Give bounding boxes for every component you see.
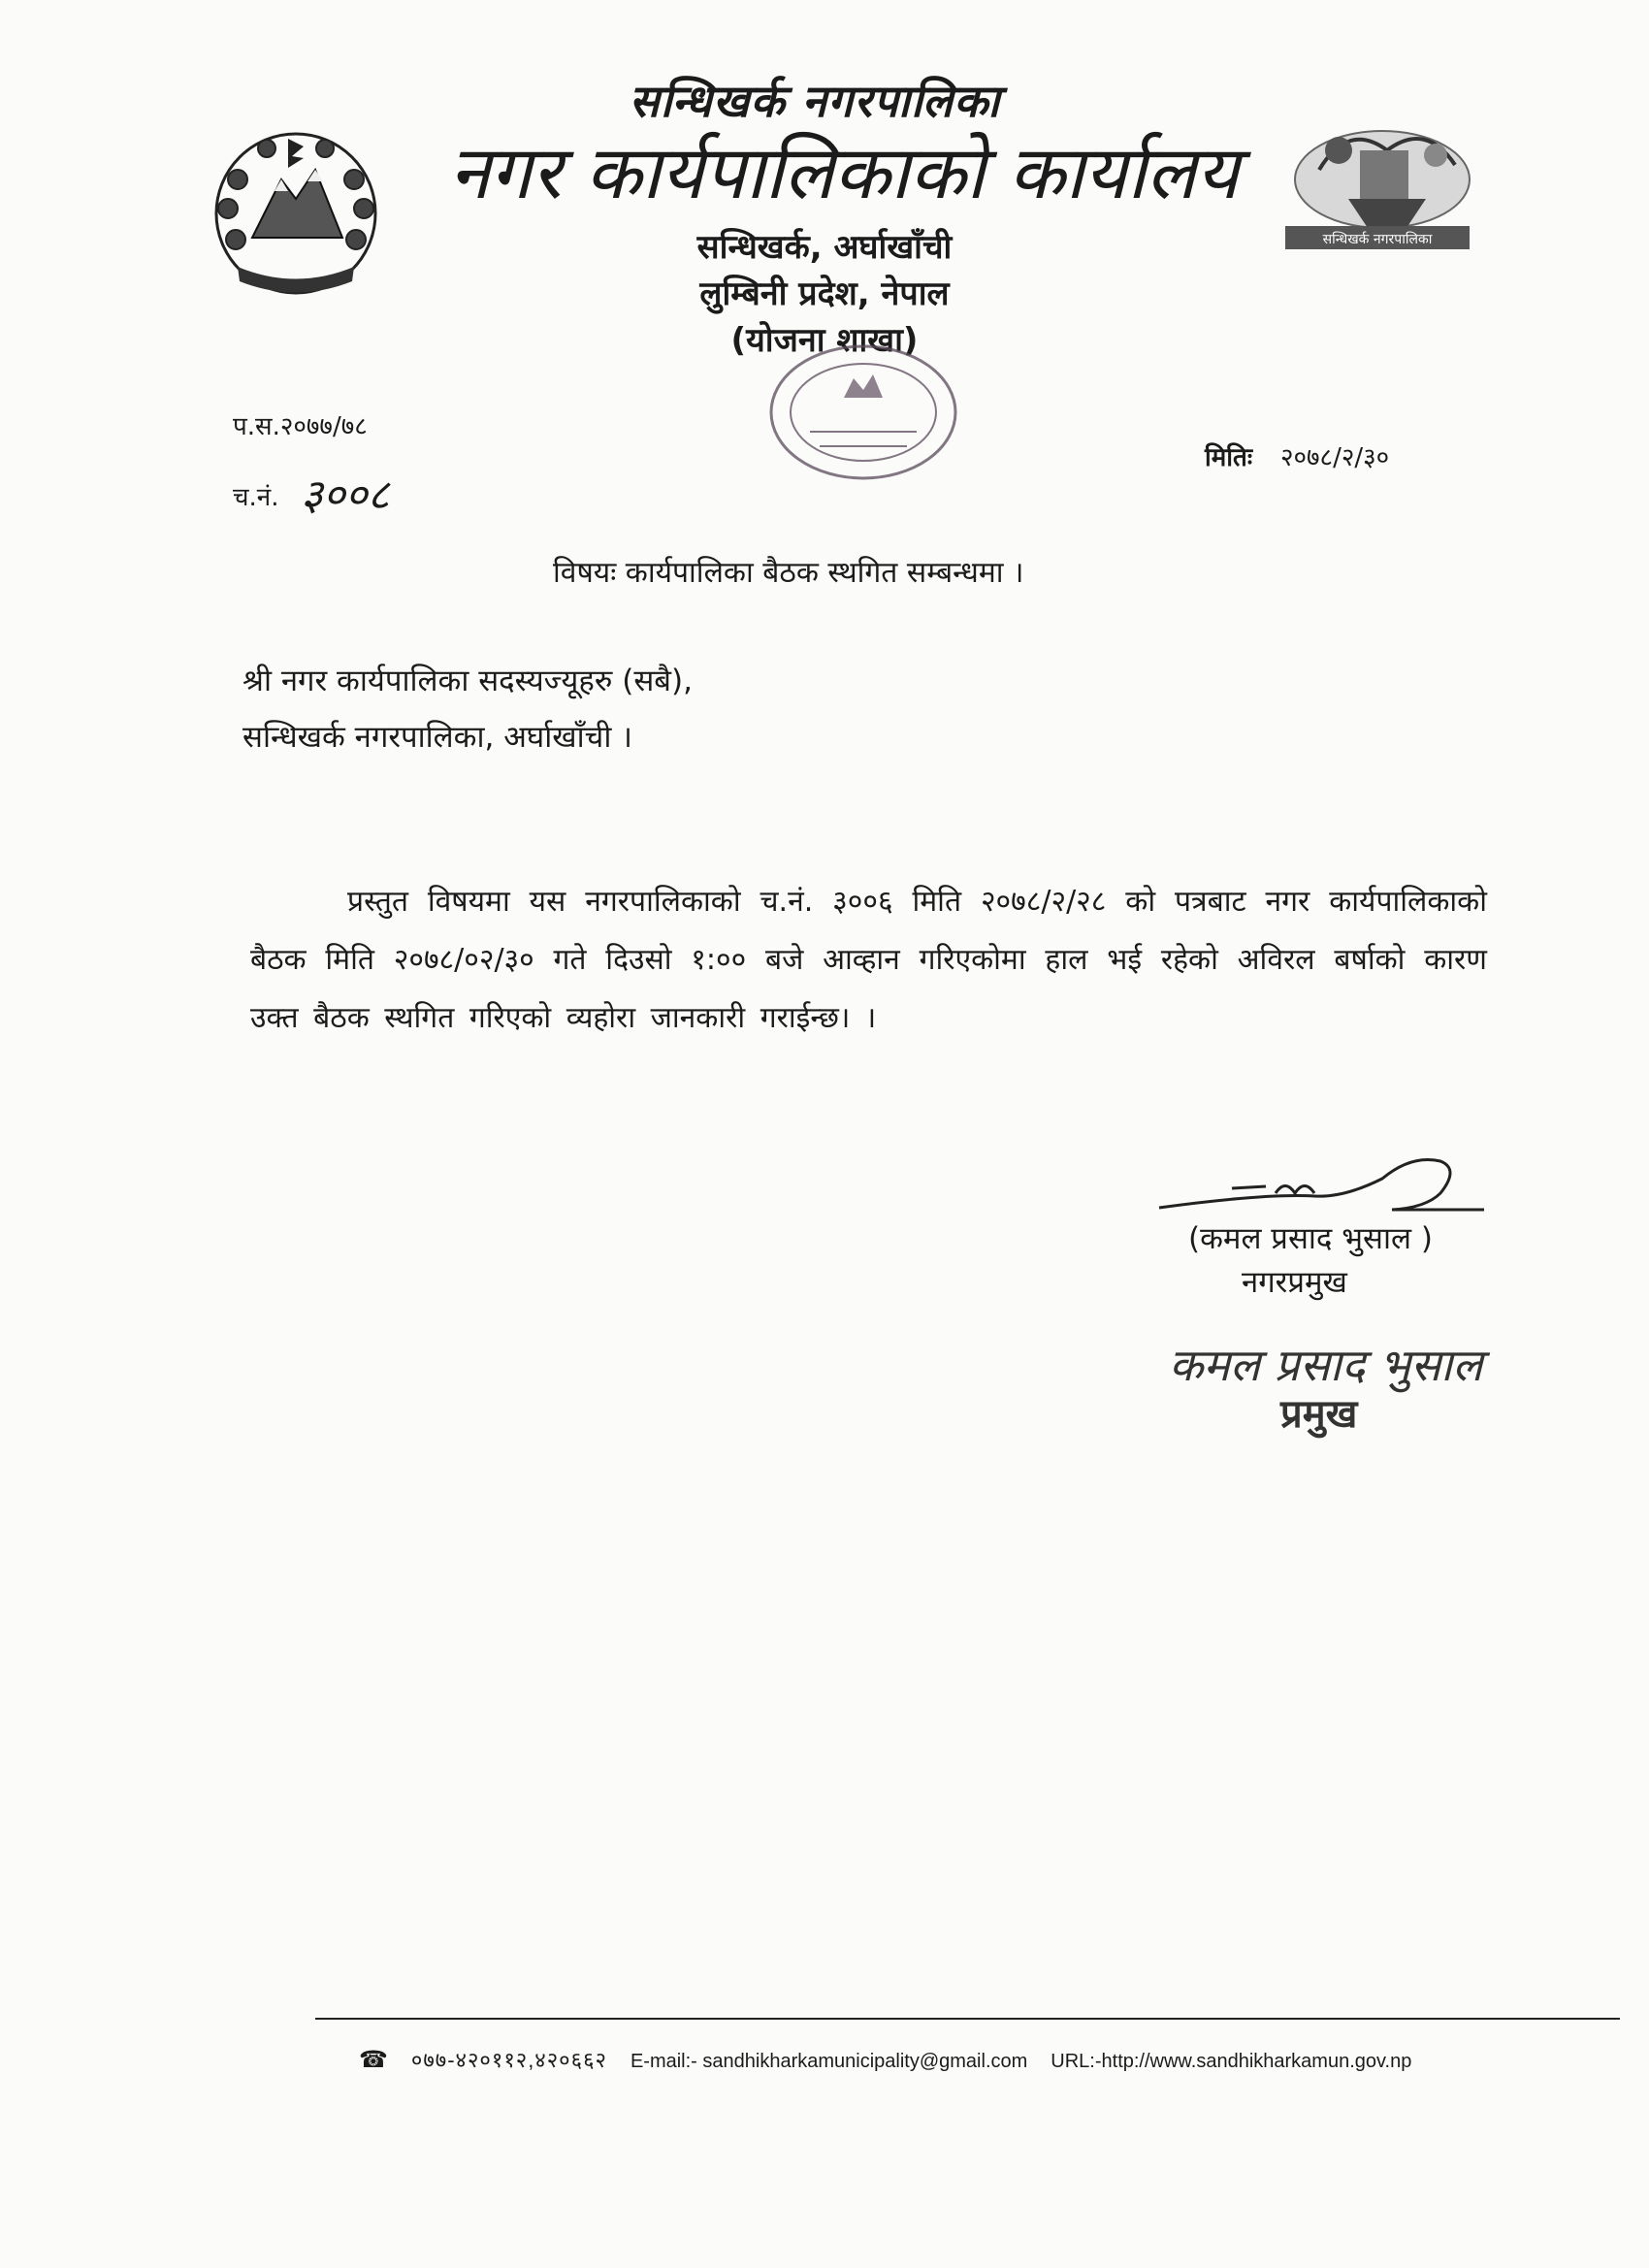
- recipient-line-1: श्री नगर कार्यपालिका सदस्यज्यूहरु (सबै),: [242, 664, 693, 698]
- footer-divider-top: [315, 2018, 1620, 2020]
- logo-ribbon-text: सन्धिखर्क नगरपालिका: [1322, 232, 1433, 247]
- signatory-name: (कमल प्रसाद भुसाल ): [1188, 1221, 1433, 1256]
- address-line-1: सन्धिखर्क, अर्घाखाँची: [696, 228, 953, 267]
- office-name: नगर कार्यपालिकाको कार्यालय: [448, 129, 1240, 215]
- letter-reference-number: प.स.२०७७/७८: [233, 412, 368, 441]
- recipient-line-2: सन्धिखर्क नगरपालिका, अर्घाखाँची ।: [242, 720, 632, 755]
- subject-line: विषयः कार्यपालिका बैठक स्थगित सम्बन्धमा ।: [553, 556, 1024, 590]
- letter-body: प्रस्तुत विषयमा यस नगरपालिकाको च.नं. ३००६ मिति २०७८/२/२८ को पत्रबाट नगर कार्यपालिकाको बैठक मिति २०७८/०२/३० गते दिउसो १:०० बजे आव्हान गरिएकोमा हाल भई रहेको अविरल बर्षाको कारण उक्त बैठक स्थगित गरिएको व्यहोरा जानकारी गराईन्छ। ।: [250, 885, 1487, 1035]
- municipality-logo-icon: [1280, 112, 1479, 252]
- office-stamp-icon: [761, 340, 965, 485]
- date-value: २०७८/२/३०: [1280, 443, 1390, 472]
- nepal-emblem-icon: [199, 121, 393, 306]
- dispatch-number-label: च.नं.: [233, 483, 279, 512]
- footer-email: E-mail:- sandhikharkamunicipality@gmail.com: [630, 2051, 1028, 2072]
- signatory-title: नगरप्रमुख: [1242, 1265, 1347, 1300]
- telephone-icon: ☎: [359, 2047, 388, 2073]
- municipality-name: सन्धिखर्क नगरपालिका: [629, 75, 1001, 127]
- footer-phone: ०७७-४२०११२,४२०६६२: [410, 2048, 607, 2072]
- footer-url: URL:-http://www.sandhikharkamun.gov.np: [1051, 2051, 1412, 2072]
- footer-contact: [359, 2045, 1600, 2074]
- title-stamp: प्रमुख: [1280, 1392, 1358, 1437]
- dispatch-number-handwritten: ३००८: [301, 470, 390, 520]
- date-label: मितिः: [1205, 443, 1253, 472]
- branch-name: (योजना शाखा): [730, 321, 919, 360]
- address-line-2: लुम्बिनी प्रदेश, नेपाल: [699, 275, 950, 313]
- name-stamp: कमल प्रसाद भुसाल: [1169, 1339, 1483, 1391]
